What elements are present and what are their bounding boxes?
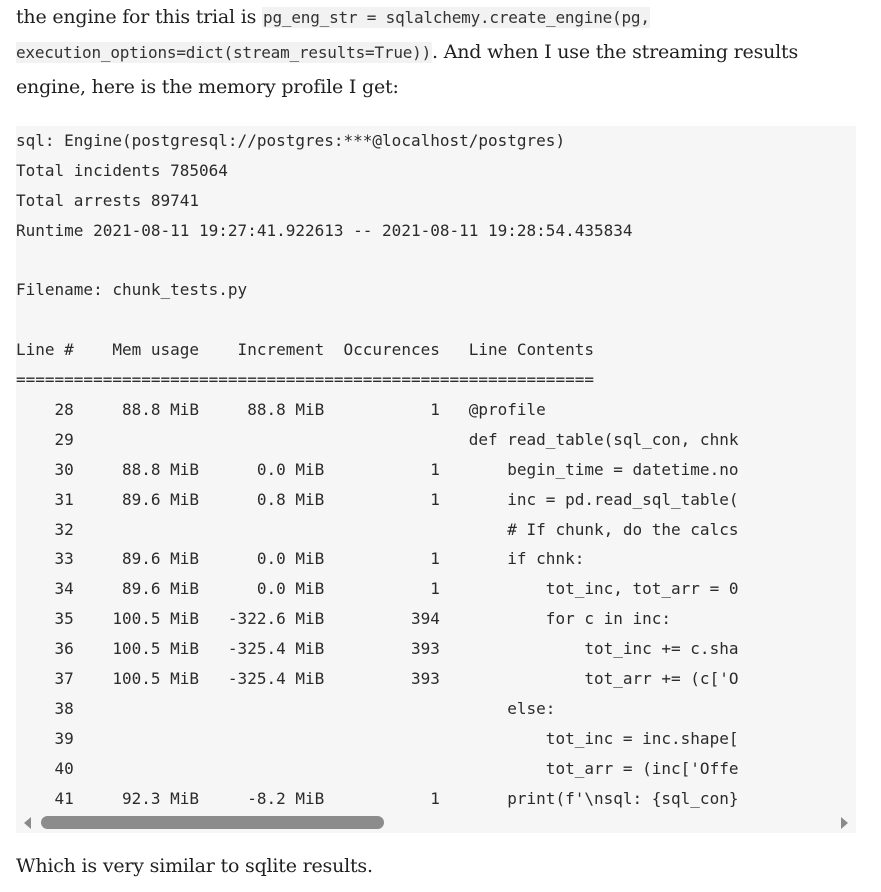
code-line: Line # Mem usage Increment Occurences Line Contents (16, 340, 594, 360)
intro-text-1: the engine for this trial is (16, 6, 263, 28)
code-line: 29 def read_table(sql_con, chnk (16, 429, 739, 449)
outro-paragraph: Which is very similar to sqlite results. (16, 855, 373, 877)
code-line: Filename: chunk_tests.py (16, 280, 248, 300)
code-line: 40 tot_arr = (inc['Offe (16, 758, 739, 778)
code-block (16, 126, 856, 833)
code-line: Total arrests 89741 (16, 190, 200, 210)
code-line: 38 else: (16, 698, 556, 718)
code-line: 39 tot_inc = inc.shape[ (16, 728, 739, 748)
intro-text-2: . And when I use the streaming results engine, here is the memory profile I get: (16, 41, 799, 98)
scrollbar-thumb[interactable] (41, 816, 384, 829)
scroll-left-arrow-icon[interactable] (24, 817, 31, 829)
inline-code-engine: pg_eng_str = sqlalchemy.create_engine(pg, execution_options=dict(stream_results=True)) (16, 8, 650, 62)
code-line: ============================================================ (16, 370, 594, 390)
code-line: 30 88.8 MiB 0.0 MiB 1 begin_time = datetime.no (16, 459, 739, 479)
code-line: 31 89.6 MiB 0.8 MiB 1 inc = pd.read_sql_table( (16, 489, 739, 509)
code-line: sql: Engine(postgresql://postgres:***@localhost/postgres) (16, 131, 566, 150)
code-line: 28 88.8 MiB 88.8 MiB 1 @profile (16, 400, 546, 420)
intro-paragraph (16, 0, 864, 104)
horizontal-scrollbar[interactable] (16, 812, 856, 833)
code-line: 32 # If chunk, do the calcs (16, 519, 739, 539)
code-line (16, 246, 738, 276)
code-line (16, 305, 738, 335)
code-line: 37 100.5 MiB -325.4 MiB 393 tot_arr += (c['O (16, 669, 739, 689)
code-line: Total incidents 785064 (16, 160, 228, 180)
code-line: 36 100.5 MiB -325.4 MiB 393 tot_inc += c.sha (16, 639, 739, 659)
code-content (16, 126, 738, 812)
code-line: 41 92.3 MiB -8.2 MiB 1 print(f'\nsql: {sql_con} (16, 788, 739, 808)
code-line: 34 89.6 MiB 0.0 MiB 1 tot_inc, tot_arr = 0 (16, 579, 739, 599)
code-viewport[interactable] (16, 126, 856, 812)
code-line: Runtime 2021-08-11 19:27:41.922613 -- 2021-08-11 19:28:54.435834 (16, 220, 633, 240)
scroll-right-arrow-icon[interactable] (841, 817, 848, 829)
code-line: 33 89.6 MiB 0.0 MiB 1 if chnk: (16, 549, 585, 569)
code-line: 35 100.5 MiB -322.6 MiB 394 for c in inc: (16, 609, 672, 629)
